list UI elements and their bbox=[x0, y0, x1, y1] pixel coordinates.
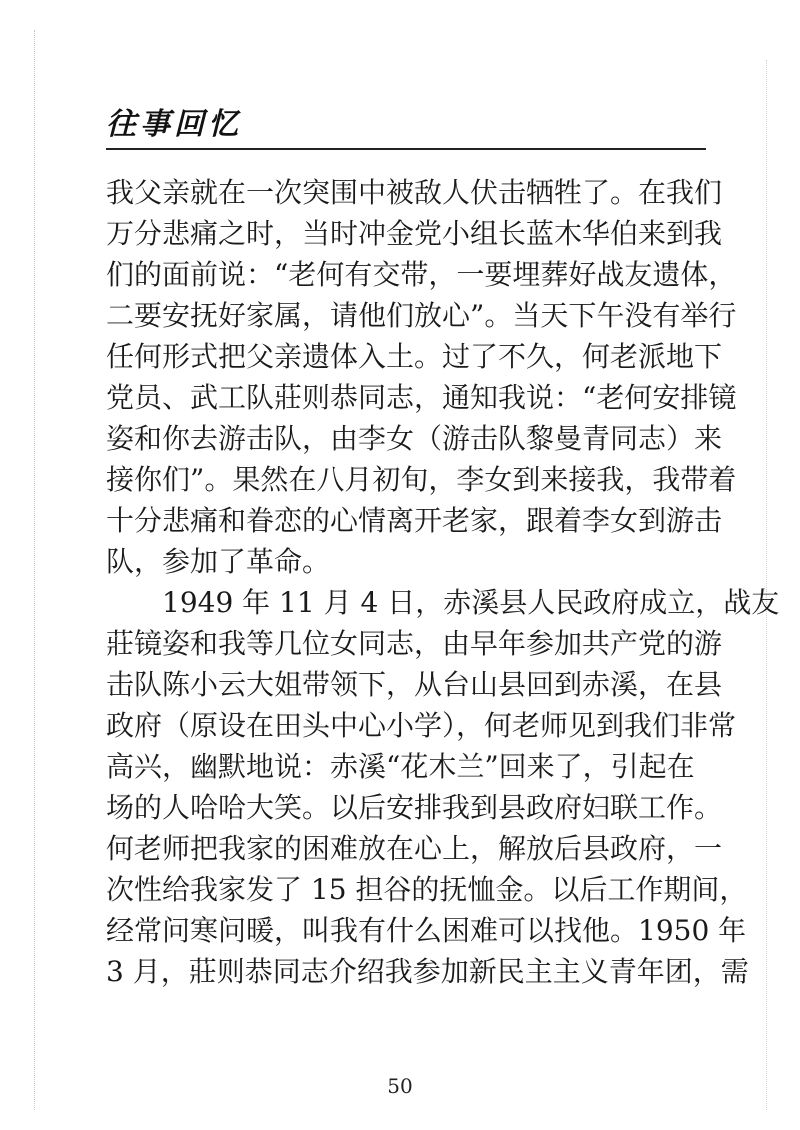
text-line: 们的面前说：“老何有交带，一要埋葬好战友遗体， bbox=[106, 258, 737, 291]
text-line: 击队陈小云大姐带领下，从台山县回到赤溪，在县 bbox=[106, 668, 723, 701]
text-line: 次性给我家发了 15 担谷的抚恤金。以后工作期间， bbox=[106, 873, 748, 906]
text-line: 1949 年 11 月 4 日，赤溪县人民政府成立，战友 bbox=[106, 586, 780, 619]
text-line: 党员、武工队莊则恭同志，通知我说：“老何安排镜 bbox=[106, 381, 737, 414]
scan-edge-right bbox=[766, 60, 767, 1110]
text-line: 高兴，幽默地说：赤溪“花木兰”回来了，引起在 bbox=[106, 750, 695, 783]
page-number: 50 bbox=[387, 1074, 413, 1098]
text-line: 3 月，莊则恭同志介绍我参加新民主主义青年团，需 bbox=[106, 955, 749, 988]
text-line: 姿和你去游击队，由李女（游击队黎曼青同志）来 bbox=[106, 422, 723, 455]
body-text bbox=[106, 172, 780, 992]
running-header bbox=[106, 100, 706, 150]
text-line: 经常问寒问暖，叫我有什么困难可以找他。1950 年 bbox=[106, 914, 747, 947]
text-line: 队，参加了革命。 bbox=[106, 545, 331, 578]
text-line: 我父亲就在一次突围中被敌人伏击牺牲了。在我们 bbox=[106, 176, 723, 209]
text-line: 何老师把我家的困难放在心上，解放后县政府，一 bbox=[106, 832, 723, 865]
scan-edge-left bbox=[34, 30, 35, 1110]
text-line: 政府（原设在田头中心小学），何老师见到我们非常 bbox=[106, 709, 737, 742]
header-rule bbox=[106, 148, 706, 150]
text-line: 接你们”。果然在八月初旬，李女到来接我，我带着 bbox=[106, 463, 737, 496]
text-line: 任何形式把父亲遗体入土。过了不久，何老派地下 bbox=[106, 340, 723, 373]
text-line: 场的人哈哈大笑。以后安排我到县政府妇联工作。 bbox=[106, 791, 723, 824]
text-line: 十分悲痛和眷恋的心情离开老家，跟着李女到游击 bbox=[106, 504, 723, 537]
running-header-title: 往事回忆 bbox=[106, 107, 242, 142]
text-line: 万分悲痛之时，当时冲金党小组长蓝木华伯来到我 bbox=[106, 217, 723, 250]
text-line: 莊镜姿和我等几位女同志，由早年参加共产党的游 bbox=[106, 627, 723, 660]
text-line: 二要安抚好家属，请他们放心”。当天下午没有举行 bbox=[106, 299, 737, 332]
